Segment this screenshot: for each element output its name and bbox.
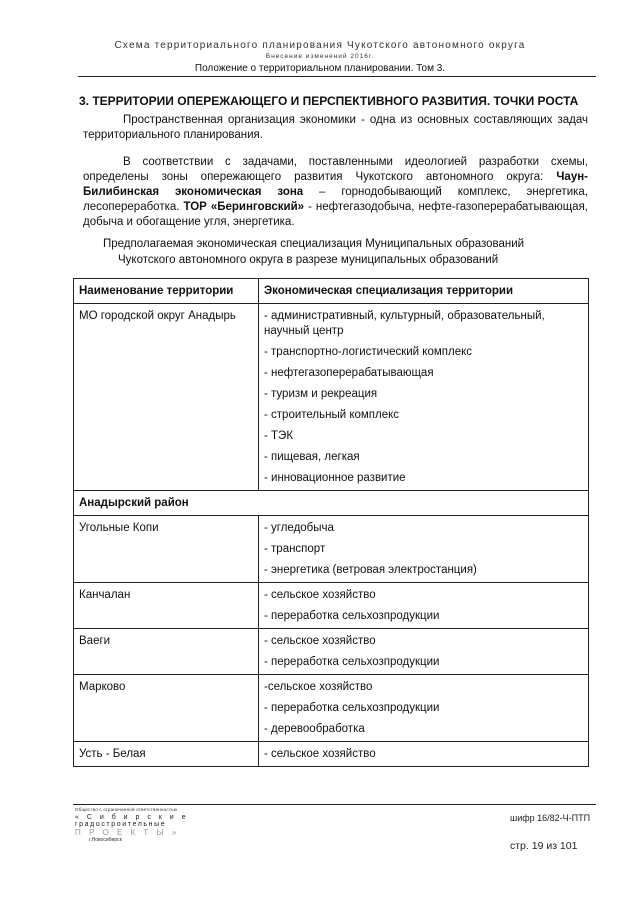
page-number: стр. 19 из 101 <box>510 840 578 852</box>
table-row <box>74 583 589 629</box>
paragraph-2-text-b: – горнодобывающий комплекс, энергетика, лесопереработка. <box>83 186 589 213</box>
paragraph-2-bold-b: ТОР «Беринговский» <box>183 201 305 213</box>
logo-city: г.Новосибирск <box>89 837 122 843</box>
list-item: - транспорт <box>264 543 326 555</box>
logo-company-form: Общество с ограниченной ответственностью <box>75 807 178 812</box>
list-item: - переработка сельхозпродукции <box>264 656 440 668</box>
list-item: - сельское хозяйство <box>264 748 376 760</box>
territory-name: Марково <box>74 675 259 742</box>
territory-name: МО городской округ Анадырь <box>74 304 259 491</box>
specialization-list <box>259 675 589 742</box>
specialization-list <box>259 516 589 583</box>
list-item: - строительный комплекс <box>264 409 400 421</box>
table-row <box>74 675 589 742</box>
list-item: - пищевая, легкая <box>264 451 360 463</box>
section-title: 3. ТЕРРИТОРИИ ОПЕРЕЖАЮЩЕГО И ПЕРСПЕКТИВНОГО РАЗВИТИЯ. ТОЧКИ РОСТА <box>79 94 579 108</box>
table-caption-line-2: Чукотского автономного округа в разрезе муниципальных образований <box>118 254 499 266</box>
specialization-list <box>259 742 589 767</box>
list-item: -сельское хозяйство <box>264 681 373 693</box>
company-logo <box>75 807 195 843</box>
list-item: - транспортно-логистический комплекс <box>264 346 473 358</box>
logo-line-3: П Р О Е К Т Ы » <box>75 828 180 837</box>
list-item: - угледобыча <box>264 522 334 534</box>
table-row <box>74 516 589 583</box>
doc-header-revision: Внесение изменений 2016г. <box>265 53 375 60</box>
list-item: - сельское хозяйство <box>264 589 376 601</box>
territory-name: Угольные Копи <box>74 516 259 583</box>
list-item: - административный, культурный, образовательный, научный центр <box>264 310 545 337</box>
paragraph-2-text-c: - нефтегазодобыча, нефте-газоперерабатывающая, добыча и обогащение угля, энергетика. <box>83 201 588 228</box>
list-item: - ТЭК <box>264 430 294 442</box>
header-cell-territory: Наименование территории <box>74 279 259 304</box>
footer-divider <box>73 804 596 805</box>
list-item: - энергетика (ветровая электростанция) <box>264 564 477 576</box>
list-item: - переработка сельхозпродукции <box>264 610 440 622</box>
territory-name: Ваеги <box>74 629 259 675</box>
specialization-list <box>259 304 589 491</box>
document-cipher: шифр 16/82-Ч-ПТП <box>510 813 591 823</box>
list-item: - переработка сельхозпродукции <box>264 702 440 714</box>
territory-name: Канчалан <box>74 583 259 629</box>
list-item: - туризм и рекреация <box>264 388 378 400</box>
paragraph-2-bold-a: Чаун-Билибинская экономическая зона <box>83 171 588 198</box>
group-title: Анадырский район <box>74 491 589 516</box>
paragraph-2-text-a: В соответствии с задачами, поставленными идеологией разработки схемы, определены зоны опережающего развития Чукотского автономного округа: <box>83 156 588 183</box>
paragraph-2 <box>83 155 588 230</box>
specialization-table <box>73 278 589 767</box>
specialization-list <box>259 629 589 675</box>
paragraph-1: Пространственная организация экономики - одна из основных составляющих задач территориального планирования. <box>83 114 588 141</box>
specialization-list <box>259 583 589 629</box>
logo-line-2: градостроительные <box>75 821 167 828</box>
header-divider <box>78 76 596 77</box>
doc-header-volume: Положение о территориальном планировании. Том 3. <box>194 63 446 74</box>
logo-line-1: « С и б и р с к и е <box>75 814 189 821</box>
territory-name: Усть - Белая <box>74 742 259 767</box>
table-row <box>74 742 589 767</box>
table-group-row <box>74 491 589 516</box>
list-item: - нефтегазоперерабатывающая <box>264 367 434 379</box>
list-item: - инновационное развитие <box>264 472 406 484</box>
table-row <box>74 304 589 491</box>
list-item: - сельское хозяйство <box>264 635 376 647</box>
header-cell-specialization: Экономическая специализация территории <box>259 279 589 304</box>
table-header-row <box>74 279 589 304</box>
table-caption-line-1: Предполагаемая экономическая специализация Муниципальных образований <box>103 238 525 250</box>
doc-header-title: Схема территориального планирования Чукотского автономного округа <box>114 40 526 51</box>
list-item: - деревообработка <box>264 723 365 735</box>
table-row <box>74 629 589 675</box>
